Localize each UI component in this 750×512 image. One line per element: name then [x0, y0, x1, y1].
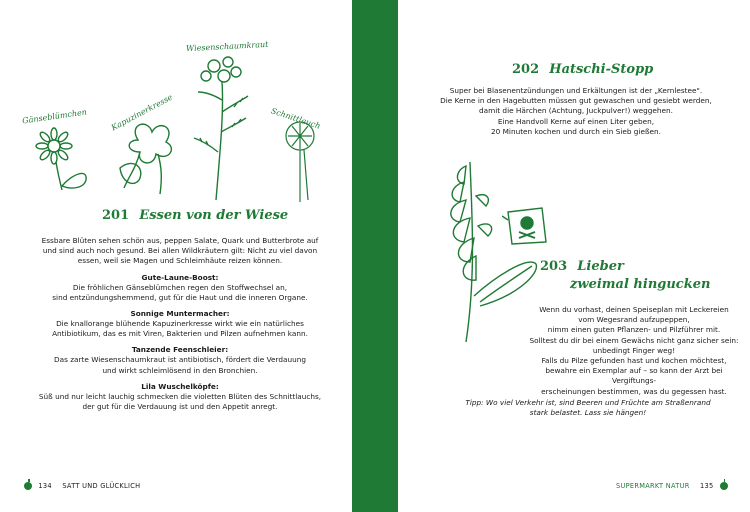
section-201-number: 201: [102, 208, 130, 223]
nasturtium-icon: [118, 118, 188, 198]
body-line: erscheinungen bestimmen, was du gegessen hast.: [541, 386, 727, 396]
body-line: Die Kerne in den Hagebutten müssen gut gewaschen und gesiebt werden,: [440, 96, 712, 106]
body-line: Eine Handvoll Kerne auf einen Liter geben,: [497, 116, 655, 126]
label-kapuzinerkresse: Kapuzinerkresse: [109, 92, 175, 133]
apple-icon: [24, 482, 32, 490]
cuckooflower-icon: [188, 52, 258, 202]
tip-line: stark belastet. Lass sie hängen!: [529, 408, 647, 417]
left-footer: [24, 482, 140, 490]
right-footer-title: SUPERMARKT NATUR: [616, 482, 690, 490]
body-line: Falls du Pilze gefunden hast und kochen möchtest,: [541, 356, 727, 366]
section-203-body: [524, 305, 744, 397]
intro-line: Essbare Blüten sehen schön aus, peppen Salate, Quark und Butterbrote auf: [41, 236, 319, 245]
section-202-title: Hatschi-Stopp: [549, 62, 654, 77]
daisy-icon: [32, 124, 102, 194]
body-line: damit die Härchen (Achtung, Juckpulver!) weggehen.: [479, 106, 673, 116]
right-page: [398, 0, 750, 512]
item-line: Antibiotikum, das es mit Viren, Bakterien und Pilzen aufnehmen kann.: [52, 329, 308, 339]
section-201-heading: [100, 208, 288, 223]
item-heading: Lila Wuschelköpfe:: [141, 381, 219, 391]
section-202-heading: [510, 62, 653, 77]
right-page-number: 135: [700, 482, 714, 490]
item-line: sind entzündungshemmend, gut für die Haut und die inneren Organe.: [52, 292, 308, 302]
body-line: Wenn du vorhast, deinen Speiseplan mit Leckereien: [539, 305, 729, 314]
item-line: Süß und nur leicht lauchig schmecken die violetten Blüten des Schnittlauchs,: [38, 391, 322, 401]
body-line: unbedingt Finger weg!: [592, 345, 676, 355]
body-line: nimm einen guten Pflanzen- und Pilzführer mit.: [547, 325, 721, 335]
item-line: Das zarte Wiesenschaumkraut ist antibiotisch, fördert die Verdauung: [54, 355, 306, 365]
body-line: Super bei Blasenentzündungen und Erkältungen ist der „Kernlestee".: [449, 86, 703, 95]
tip-text: [438, 398, 738, 418]
item-line: Die knallorange blühende Kapuzinerkresse wirkt wie ein natürliches: [56, 319, 304, 329]
section-202-body: [418, 86, 734, 137]
section-203-title-line1: Lieber: [577, 259, 624, 274]
left-page: [0, 0, 352, 512]
tip-line: Tipp: Wo viel Verkehr ist, sind Beeren und Früchte am Straßenrand: [465, 398, 711, 407]
left-page-number: 134: [38, 482, 52, 490]
apple-icon: [720, 482, 728, 490]
intro-line: und sind auch noch gesund. Bei allen Wildkräutern gilt: Nicht zu viel davon: [42, 246, 318, 256]
item-heading: Tanzende Feenschleier:: [131, 345, 229, 355]
section-201-body: [22, 236, 338, 412]
chive-icon: [278, 114, 328, 204]
item-heading: Sonnige Muntermacher:: [130, 309, 230, 319]
left-footer-title: SATT UND GLÜCKLICH: [62, 482, 141, 490]
body-line: Solltest du dir bei einem Gewächs nicht ganz sicher sein:: [529, 335, 739, 345]
item-line: Die fröhlichen Gänseblümchen regen den Stoffwechsel an,: [72, 282, 288, 292]
section-202-number: 202: [512, 62, 540, 77]
body-line: bewahre ein Exemplar auf – so kann der Arzt bei Vergiftungs-: [545, 366, 723, 386]
label-schnittlauch: Schnittlauch: [269, 106, 322, 131]
label-gaensebluemchen: Gänseblümchen: [21, 107, 88, 126]
intro-line: essen, weil sie Magen und Schleimhäute reizen können.: [77, 256, 283, 266]
section-203-number: 203: [540, 259, 568, 274]
item-line: der gut für die Verdauung ist und den Appetit anregt.: [82, 402, 278, 412]
skull-warning-icon: [502, 206, 548, 246]
section-203-heading: [538, 258, 624, 276]
body-line: 20 Minuten kochen und durch ein Sieb gießen.: [491, 126, 661, 136]
right-footer: [616, 482, 728, 490]
item-line: und wirkt schleimlösend in den Bronchien.: [102, 365, 258, 375]
label-wiesenschaumkraut: Wiesenschaumkraut: [185, 39, 269, 54]
green-gutter: [352, 0, 398, 512]
section-203-title-line2: zweimal hingucken: [570, 277, 711, 292]
body-line: vom Wegesrand aufzupeppen,: [578, 315, 690, 325]
item-heading: Gute-Laune-Boost:: [141, 272, 219, 282]
section-201-title: Essen von der Wiese: [139, 208, 289, 223]
